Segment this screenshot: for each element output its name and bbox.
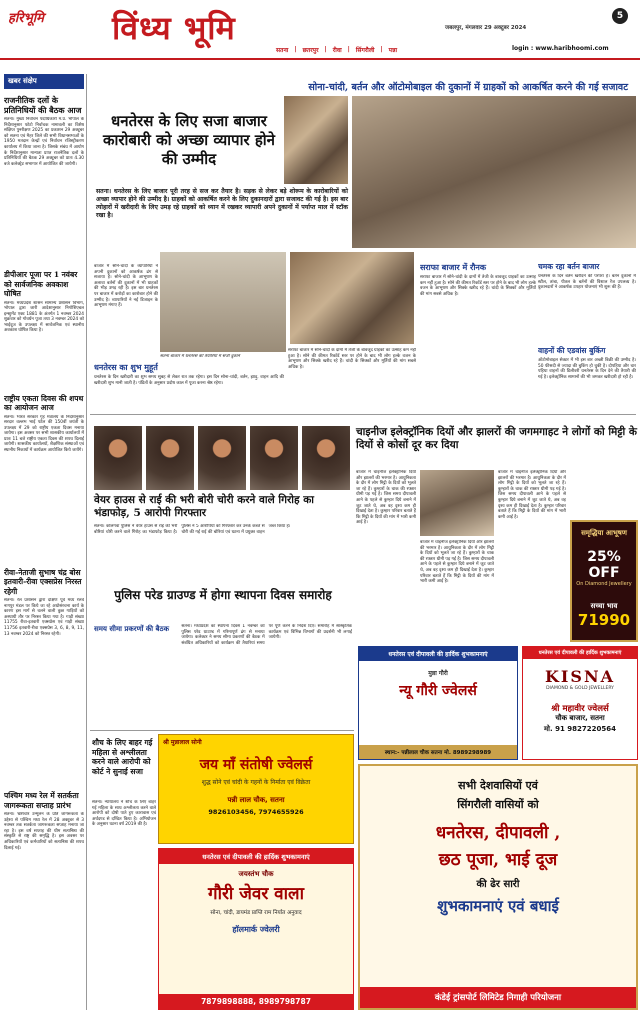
brief-body: सतना। रेल प्रशासन द्वारा दक्षिण पूर्व मध्य रेलवे नागपुर मंडल पर किये जा रहे अधोसंरचना कार्य के कारण इस मार्ग से चलने वाली कुछ गाड़ियों को अस्थायी तौर पर निरस्त किया गया है। गाड़ी संख्या 11755 रीवा-इतवारी एक्सप्रेस एवं गाड़ी संख्या 11756 इतवारी-रीवा एक्सप्रेस 3, 6, 8, 9, 11, 13 नवम्बर 2024 को निरस्त रहेगी। [4, 598, 84, 637]
ad-rate-label: सच्चा भाव [590, 601, 618, 610]
ad-title: समृद्धिया आभूषण [581, 528, 627, 537]
ad-name: न्यू गौरी ज्वेलर्स [399, 683, 477, 699]
lead-body-text: ऑटोमोबाइल सेक्टर में भी इस बार अच्छी बिक्री की उम्मीद है। 50 फीसदी से ज्यादा की बुकिंग हो चुकी है। दोपहिया और चार पहिया वाहनों की डिलीवरी धनतेरस के दिन देने की तैयारी की गई है। इलेक्ट्रॉनिक सामानों की भी जमकर खरीदारी हो रही है। [538, 358, 636, 380]
police-body [94, 624, 352, 724]
ad-brand: जय माँ संतोषी ज्वेलर्स [199, 757, 313, 773]
ad-head: धनतेरस एवं दीपावली की हार्दिक शुभकामनाएं [159, 849, 353, 864]
accused-photo [94, 426, 142, 490]
accused-photo [302, 426, 350, 490]
brief-body: सतना। भारत सरकार गृह मंत्रालय के निर्देशानुसार सरदार वल्लभ भाई पटेल की 150वीं जयंती के उपलक्ष्य में 29 को राष्ट्रीय एकता दिवस मनाया जायेगा। इस अवसर पर सभी शासकीय कार्यालयों में प्रातः 11 बजे राष्ट्रीय एकता दिवस की शपथ दिलाई जायेगी। शासकीय कार्यालयों, शैक्षणिक संस्थाओं एवं स्थानीय निकायों में कार्यक्रम आयोजित किये जायेंगे। [4, 414, 84, 454]
ad-addr: चौक बाजार, सतना [555, 714, 605, 722]
accused-photo [146, 426, 194, 490]
lead-body-text: बाजार में सोने-चांदी के व्यापारियों ने अपनी दुकानों को आकर्षक ढंग से सजाया है। सोने-चांदी के आभूषण के अलावा बर्तनों की दुकानों में भी ग्राहकों की भीड़ उमड़ रही है। इस बार धनतेरस पर बाजार में करोड़ों का कारोबार होने की उम्मीद है। व्यापारियों ने नई डिजाइन के आभूषण मंगाए हैं। [94, 264, 158, 309]
page-title: विंध्य भूमि [112, 9, 236, 47]
brief-item [4, 270, 84, 391]
ad-brand-sub: DIAMOND & GOLD JEWELLERY [546, 686, 614, 691]
website-link[interactable]: login : www.haribhoomi.com [512, 45, 609, 52]
ad-line: छठ पूजा, भाई दूज [438, 850, 558, 870]
news-brief-sidebar [4, 74, 84, 1010]
china-body-col2 [420, 540, 494, 638]
ad-sub: जयस्तंभ चौक [238, 870, 274, 878]
city-singrauli: सिंगरौली [355, 47, 375, 54]
accused-photo [250, 426, 298, 490]
china-body-text: बाजार में चाइनीज इलेक्ट्रॉनिक दियों और झालरों की भरमार है। आधुनिकता के दौर में लोग मिट्टी के दियों को भूलते जा रहे हैं। कुम्हारों के चाक की रफ्तार धीमी पड़ गई है। जिस समय दीपावली आने के पहले से कुम्हार दिये बनाने में जुट जाते थे, अब वह दृश्य कम ही दिखाई देता है। कुम्हार परिवार बताते हैं कि मिट्टी के दियों की मांग में भारी कमी आई है। [420, 540, 494, 585]
city-rewa: रीवा [332, 47, 342, 54]
brief-item [4, 791, 84, 1010]
section-divider [90, 730, 354, 731]
ad-tag: शुद्ध सोने एवं चांदी के गहनों के निर्माता एवं विक्रेता [201, 779, 311, 786]
ad-line: धनतेरस, दीपावली , [435, 823, 561, 843]
police-headline: पुलिस परेड ग्राउण्ड में होगा स्थापना दिवस समारोह [114, 588, 332, 602]
sidebar-label: खबर संक्षेप [4, 74, 84, 89]
china-body-text: बाजार में चाइनीज इलेक्ट्रॉनिक दियों और झालरों की भरमार है। आधुनिकता के दौर में लोग मिट्टी के दियों को भूलते जा रहे हैं। कुम्हारों के चाक की रफ्तार धीमी पड़ गई है। जिस समय दीपावली आने के पहले से कुम्हार दिये बनाने में जुट जाते थे, अब वह दृश्य कम ही दिखाई देता है। कुम्हार परिवार बताते हैं कि मिट्टी के दियों की मांग में भारी कमी आई है। [356, 470, 416, 526]
lead-photo-large [352, 96, 636, 248]
ad-phone: 7879898888, 8989798787 [159, 994, 353, 1009]
brief-body: सतना। मुख्य निर्वाचन पदाधिकारी म.प्र. भोपाल के निर्देशानुसार फोटो निर्वाचक नामावली का विशेष संक्षिप्त पुनरीक्षण 2025 का प्रकाशन 29 अक्टूबर को सतना एवं मैहर जिले की सभी विधानसभाओं के 1950 मतदान केन्द्रों एवं निर्वाचन रजिस्ट्रीकरण कार्यालय में किया जाना है। जिसके संबंध में आयोग के निर्देशानुसार मान्यता प्राप्त राजनैतिक दलों के प्रतिनिधियों की बैठक 29 अक्टूबर को प्रातः 4.30 बजे कलेक्ट्रेट सभागार में आयोजित की जायेगी। [4, 117, 84, 167]
lead-body-col5 [538, 262, 636, 412]
accused-photos [94, 426, 350, 490]
crowd-photo [290, 252, 414, 344]
ad-line: सिंगरौली वासियों को [457, 798, 539, 811]
ad-gauri[interactable] [158, 848, 354, 1010]
masthead-rule [0, 58, 640, 60]
ad-line: की ढेर सारी [476, 879, 520, 890]
ad-phone: मो. 91 9827220564 [544, 725, 616, 733]
ad-samriddhi[interactable] [570, 520, 638, 642]
brief-item [4, 394, 84, 565]
diya-photo [420, 470, 494, 536]
lead-headline: धनतेरस के लिए सजा बाजार कारोबारी को अच्छा व्यापार होने की उम्मीद [103, 112, 275, 168]
ad-name: गौरी जेवर वाला [208, 884, 304, 904]
lead-body-text: धनतेरस के दिन खरीदारी का शुभ समय सुबह से लेकर रात तक रहेगा। इस दिन सोना-चांदी, बर्तन, झाड़ू, वाहन आदि की खरीदारी शुभ मानी जाती है। पंडितों के अनुसार प्रदोष काल में पूजा करना श्रेष्ठ रहेगा। [94, 375, 284, 386]
lead-subhead: वाहनों की एडवांस बुकिंग [538, 346, 606, 355]
ad-owner: मुन्ना गौरी [428, 670, 448, 677]
arrest-body: सतना। कोलगवां पुलिस ने वेयर हाउस से राई की भरी बोरियां चोरी करने वाले गिरोह का भंडाफोड़ किया है। पुलिस ने 5 आरोपियों को गिरफ्तार कर उनके कब्जे से चोरी की गई राई की बोरियां एवं घटना में प्रयुक्त वाहन जब्त किया है। [94, 524, 291, 535]
photo-caption: सतना बाजार में धनतेरस की तैयारियों में सजी दुकानें [160, 354, 240, 359]
ad-head: धनतेरस एवं दीपावली की हार्दिक शुभकामनाएं [523, 647, 637, 659]
ad-new-gauri[interactable] [358, 646, 518, 760]
ad-head: धनतेरस एवं दीपावली की हार्दिक शुभकामनाएं [359, 647, 517, 661]
brief-headline: राष्ट्रीय एकता दिवस की शपथ का आयोजन आज [4, 393, 84, 412]
section-divider [90, 414, 636, 415]
china-body-text: बाजार में चाइनीज इलेक्ट्रॉनिक दियों और झालरों की भरमार है। आधुनिकता के दौर में लोग मिट्टी के दियों को भूलते जा रहे हैं। कुम्हारों के चाक की रफ्तार धीमी पड़ गई है। जिस समय दीपावली आने के पहले से कुम्हार दिये बनाने में जुट जाते थे, अब वह दृश्य कम ही दिखाई देता है। कुम्हार परिवार बताते हैं कि मिट्टी के दियों की मांग में भारी कमी आई है। [498, 470, 566, 520]
date-line: जबलपुर, मंगलवार 29 अक्टूबर 2024 [445, 25, 527, 31]
ad-kisna[interactable] [522, 646, 638, 760]
city-satna: सतना [276, 47, 289, 54]
ad-phone: 9826103456, 7974655926 [208, 808, 304, 816]
lead-body-col4 [420, 262, 536, 412]
ad-santoshi[interactable] [158, 734, 354, 844]
ad-company: कंडेई ट्रांसपोर्ट लिमिटेड निगाही परियोजना [360, 987, 636, 1008]
brief-item [4, 95, 84, 267]
china-headline: चाइनीज इलेक्ट्रॉनिक दियों और झालरों की जगमगाहट ने लोगों को मिट्टी के दियों से कोसों दूर कर दिया [356, 426, 637, 451]
brief-headline: राजनीतिक दलों के प्रतिनिधियों की बैठक आज [4, 95, 82, 115]
brief-body: सतना। मध्यप्रदेश शासन सामान्य प्रशासन विभाग, भोपाल द्वारा जारी आदेशानुसार निगोशिएबल इन्स्ट्रुमेंट एक्ट 1881 के अंतर्गत 1 नवम्बर 2024 शुक्रवार को गोवर्धन पूजा तथा 3 नवम्बर 2024 को भाईदूज के उपलक्ष्य में सार्वजनिक एवं स्थानीय अवकाश घोषित किया है। [4, 300, 84, 334]
column-divider [86, 74, 87, 1010]
ad-singrauli[interactable] [358, 764, 638, 1010]
brand-logo: हरिभूमि [8, 11, 44, 26]
china-body-col3 [498, 470, 566, 638]
china-body-col1 [356, 470, 416, 638]
market-photo [160, 252, 286, 352]
lead-body-text: धनतेरस के दिन बर्तन खरीदने की परंपरा है। बर्तन दुकानों में स्टील, तांबा, पीतल के बर्तनों की विशाल रेंज उपलब्ध है। दुकानदारों ने आकर्षक उपहार योजनाएं भी शुरू की हैं। [538, 274, 636, 291]
brief-headline: रीवा-नेताजी सुभाष चंद्र बोस इतवारी-रीवा एक्सप्रेस निरस्त रहेगी [4, 567, 82, 596]
ad-brand: KISNA [545, 667, 615, 686]
brief-body: सतना। भ्रष्टाचार उन्मूलन के प्रति जागरूकता के उद्देश्य से पश्चिम मध्य रेल में 28 अक्टूबर से 3 नवम्बर तक सतर्कता जागरूकता सप्ताह मनाया जा रहा है। इस वर्ष सप्ताह की थीम सत्यनिष्ठा की संस्कृति से राष्ट्र की समृद्धि है। इस अवसर पर अधिकारियों एवं कर्मचारियों को सत्यनिष्ठा की शपथ दिलाई गई। [4, 812, 84, 851]
lead-photo-small [284, 96, 348, 184]
ad-line: सभी देशवासियों एवं [458, 779, 538, 792]
page-number: 5 [612, 8, 628, 24]
ad-rate: 71990 [577, 611, 631, 629]
lead-intro: सतना। धनतेरस के लिए बाजार पूरी तरह से सज कर तैयार है। सड़क से लेकर बड़े शोरूम के कारोबारियों को अच्छा व्यापार होने की उम्मीद है। ग्राहकों को आकर्षित करने के लिए दुकानदारों द्वारा सजावट की गई है। इस बार त्योहारों में खरीदारी के लिए उमड़ रहे ग्राहकों को ध्यान में रखकर व्यापारी अपने दुकानों में पर्याप्त माल में स्टॉक रखा है। [96, 188, 348, 219]
police-body-text: सतना। मध्यप्रदेश का स्थापना दिवस 1 नवम्बर को पुलिस परेड ग्राउण्ड में गरिमापूर्ण ढंग से मनाया जायेगा। कलेक्टर ने समय सीमा प्रकरणों की बैठक में संबंधित अधिकारियों को कार्यक्रम की तैयारियां समय पर पूर्ण करने के निर्देश दिए। समारोह में सांस्कृतिक कार्यक्रम एवं विभिन्न विभागों की प्रदर्शनी भी लगाई जायेगी। [181, 624, 352, 646]
ad-addr: पन्नी लाल चौक, सतना [227, 796, 285, 804]
ad-addr: स्थान:- पन्नीलाल चौक सतना मो. 8989298989 [359, 745, 517, 759]
brief-headline: डीपीआर पूजा पर 1 नवंबर को सार्वजनिक अवकाश घोषित [4, 270, 78, 298]
city-panna: पन्ना [388, 47, 398, 54]
lead-body-text: सराफा बाजार में सोने-चांदी के दामों में तेजी के बावजूद ग्राहकों का उत्साह कम नहीं हुआ है। सोने की कीमत रिकॉर्ड स्तर पर होने के बाद भी लोग हल्के वजन के आभूषण और सिक्के खरीद रहे हैं। चांदी के सिक्कों और मूर्तियों की मांग सबसे अधिक है। [288, 348, 416, 370]
masthead [0, 0, 640, 58]
lead-body-col2 [94, 362, 284, 412]
ad-store: श्री महावीर ज्वेलर्स [551, 704, 609, 714]
ad-offer-sub: On Diamond Jewellery [576, 581, 632, 587]
lead-subhead: धनतेरस का शुभ मुहूर्त [94, 362, 158, 372]
city-strip: सतना | छतरपुर | रीवा | सिंगरौली | पन्ना [276, 46, 398, 54]
brief-headline: पश्चिम मध्य रेल में सतर्कता जागरूकता सप्ताह प्रारंभ [4, 791, 79, 810]
brief-item [4, 568, 84, 789]
court-headline: शौच के लिए बाहर गई महिला से अश्लीलता करने वाले आरोपी को कोर्ट ने सुनाई सजा [92, 738, 153, 776]
city-chhatarpur: छतरपुर [302, 47, 319, 54]
ad-tag: सोना, चांदी, डायमंड प्राप्ति राम निर्यात अनुवाद [210, 910, 302, 916]
lead-subhead: चमक रहा बर्तन बाजार [538, 262, 600, 271]
lead-kicker: सोना-चांदी, बर्तन और ऑटोमोबाइल की दुकानों में ग्राहकों को आकर्षित करने की गई सजावट [308, 82, 628, 93]
lead-subhead: सराफा बाजार में रौनक [420, 262, 486, 272]
court-body: सतना। न्यायालय ने शौच के लिए बाहर गई महिला के साथ अश्लीलता करने वाले आरोपी को दोषी पाते हुए कारावास एवं अर्थदण्ड से दण्डित किया है। अभियोजन के अनुसार घटना वर्ष 2019 की है। [92, 800, 156, 828]
ad-hallmark: हॉलमार्क ज्वेलरी [232, 924, 280, 934]
lead-body-col3 [288, 348, 416, 412]
police-subhead: समय सीमा प्रकरणों की बैठक [94, 624, 169, 633]
lead-body-text: सराफा बाजार में सोने-चांदी के दामों में तेजी के बावजूद ग्राहकों का उत्साह कम नहीं हुआ है। सोने की कीमत रिकॉर्ड स्तर पर होने के बाद भी लोग हल्के वजन के आभूषण और सिक्के खरीद रहे हैं। चांदी के सिक्कों और मूर्तियों की मांग सबसे अधिक है। [420, 275, 536, 297]
accused-photo [198, 426, 246, 490]
ad-offer: 25% OFF [587, 549, 621, 581]
ad-line: शुभकामनाएं एवं बधाई [437, 897, 559, 915]
ad-top: श्री मुन्नालाल सोनी [163, 739, 202, 746]
arrest-headline: वेयर हाउस से राई की भरी बोरी चोरी करने वाले गिरोह का भंडाफोड़, 5 आरोपी गिरफ्तार [94, 494, 315, 519]
